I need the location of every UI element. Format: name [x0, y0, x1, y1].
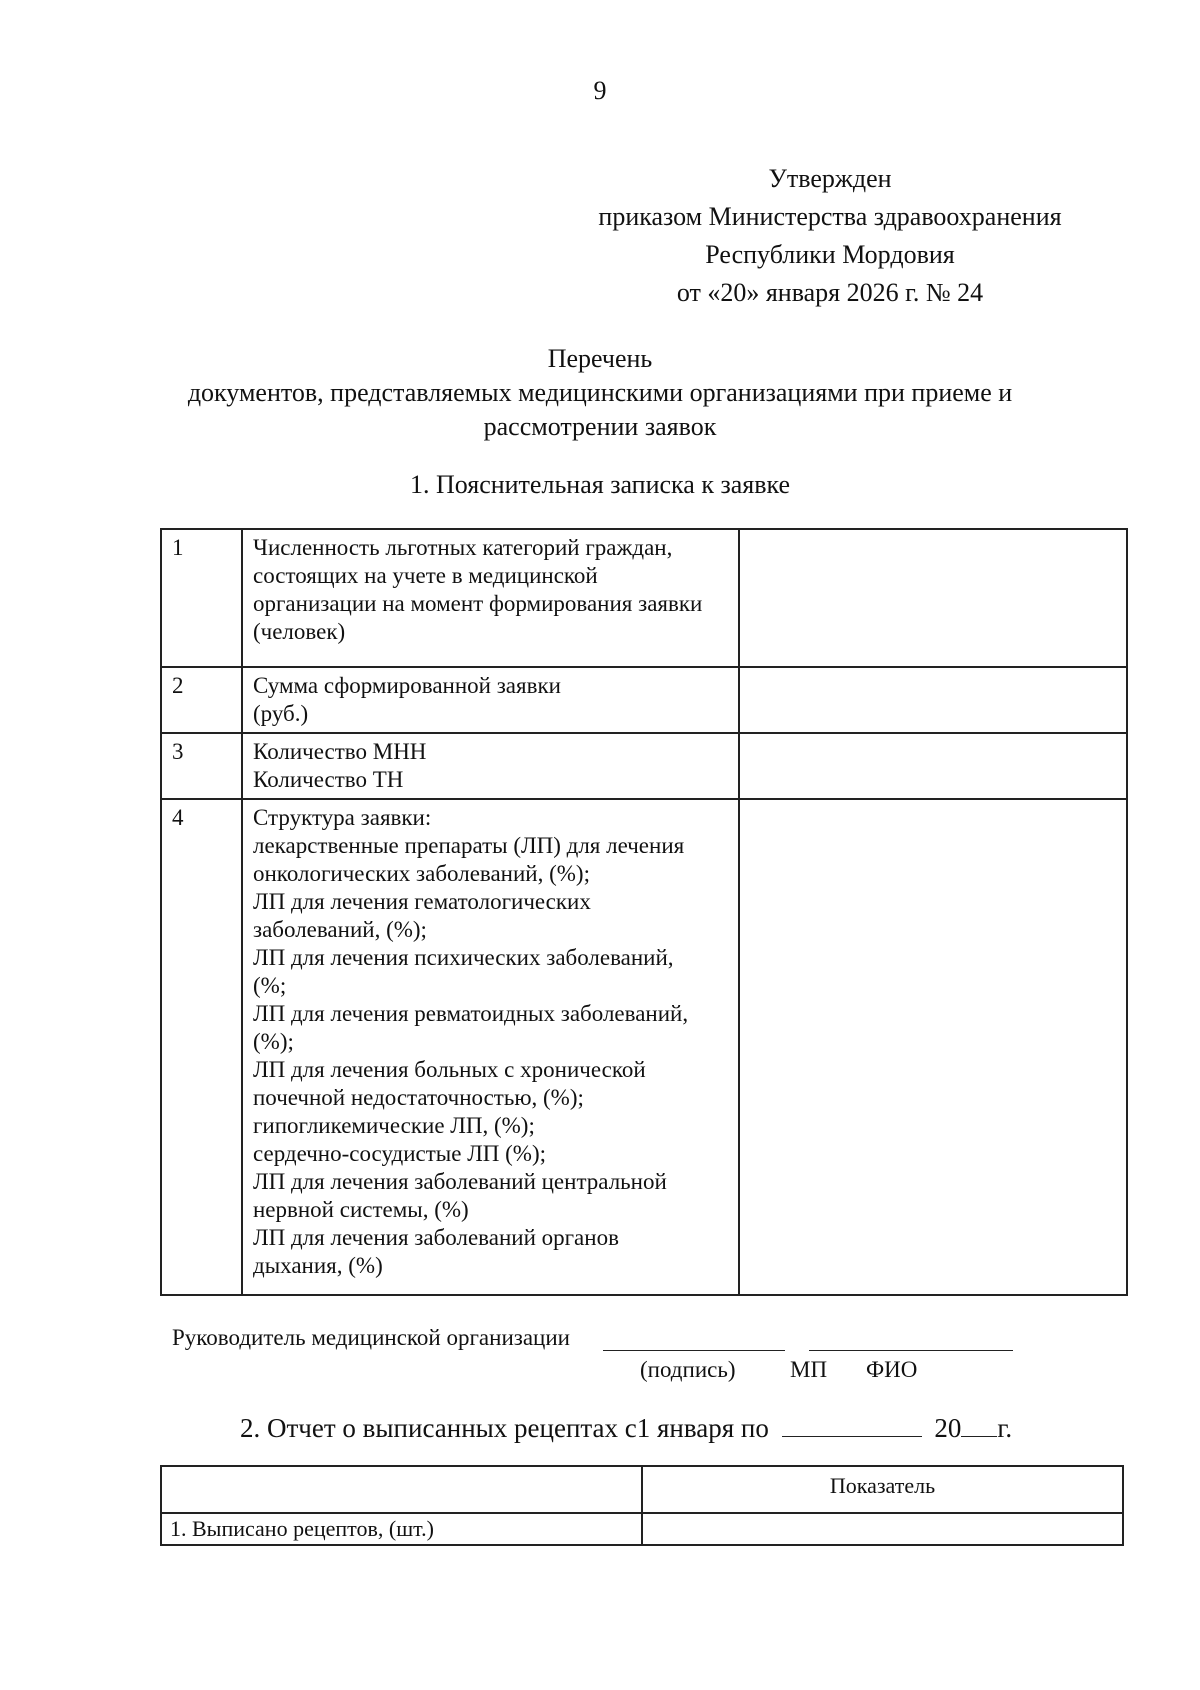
page-number: 9 — [593, 76, 607, 105]
row-text-line: ЛП для лечения заболеваний органов — [253, 1225, 619, 1250]
row-value-cell[interactable] — [739, 733, 1127, 799]
end-date-blank[interactable] — [782, 1416, 922, 1437]
title-line-1: Перечень — [547, 344, 653, 373]
header-left-cell — [161, 1466, 642, 1513]
row-number: 2 — [161, 667, 242, 733]
approval-line-3: Республики Мордовия — [705, 240, 955, 269]
row-value-cell[interactable] — [739, 529, 1127, 667]
section-1-title: 1. Пояснительная записка к заявке — [409, 470, 791, 499]
row-text-line: заболеваний, (%); — [253, 917, 427, 942]
row-text-line: сердечно-сосудистые ЛП (%); — [253, 1141, 547, 1166]
row-text-line: ЛП для лечения ревматоидных заболеваний, — [253, 1001, 689, 1026]
table-row — [161, 799, 1127, 1295]
year-suffix: г. — [997, 1413, 1013, 1443]
row-description — [242, 529, 739, 667]
table-row — [161, 733, 1127, 799]
table-row — [161, 667, 1127, 733]
approval-line-1: Утвержден — [768, 164, 892, 193]
row-text-line: (человек) — [253, 619, 346, 644]
row-text-line: Численность льготных категорий граждан, — [253, 535, 673, 560]
row-text-line: онкологических заболеваний, (%); — [253, 861, 590, 886]
row-text-line: Структура заявки: — [253, 805, 432, 830]
stamp-caption: МП — [790, 1357, 828, 1382]
row-text-line: ЛП для лечения гематологических — [253, 889, 591, 914]
row-text-line: состоящих на учете в медицинской — [253, 563, 598, 588]
row-description — [242, 667, 739, 733]
row-value-cell[interactable] — [739, 799, 1127, 1295]
row-text-line: ЛП для лечения заболеваний центральной — [253, 1169, 667, 1194]
year-prefix: 20 — [934, 1413, 962, 1443]
signature-blank-line[interactable] — [603, 1350, 785, 1351]
row-number: 1 — [161, 529, 242, 667]
row-text-line: Количество ТН — [253, 767, 404, 792]
row-text-line: почечной недостаточностью, (%); — [253, 1085, 584, 1110]
signature-caption: (подпись) — [640, 1357, 736, 1382]
header-indicator: Показатель — [642, 1466, 1123, 1513]
explanatory-note-table — [160, 528, 1128, 1296]
row-description — [242, 733, 739, 799]
signature-label: Руководитель медицинской организации — [172, 1325, 570, 1350]
row-number: 4 — [161, 799, 242, 1295]
approval-line-2: приказом Министерства здравоохранения — [598, 202, 1062, 231]
row-text-line: ЛП для лечения больных с хронической — [253, 1057, 646, 1082]
row-number: 3 — [161, 733, 242, 799]
row-text-line: (%; — [253, 973, 287, 998]
row-text-line: гипогликемические ЛП, (%); — [253, 1113, 535, 1138]
document-title — [120, 342, 1080, 444]
title-line-3: рассмотрении заявок — [483, 412, 717, 441]
prescriptions-report-table — [160, 1465, 1124, 1546]
row-text-line: нервной системы, (%) — [253, 1197, 469, 1222]
row-text-line: Сумма сформированной заявки — [253, 673, 561, 698]
row-value-cell[interactable] — [642, 1513, 1123, 1545]
row-label: 1. Выписано рецептов, (шт.) — [161, 1513, 642, 1545]
row-text-line: Количество МНН — [253, 739, 427, 764]
name-blank-line[interactable] — [809, 1350, 1013, 1351]
section-2-prefix: 2. Отчет о выписанных рецептах с1 января по — [240, 1413, 769, 1443]
approval-block — [560, 160, 1100, 312]
row-text-line: лекарственные препараты (ЛП) для лечения — [253, 833, 685, 858]
section-2-title — [240, 1413, 1012, 1444]
year-blank[interactable] — [961, 1416, 997, 1437]
row-text-line: организации на момент формирования заявки — [253, 591, 703, 616]
table-header-row — [161, 1466, 1123, 1513]
row-value-cell[interactable] — [739, 667, 1127, 733]
row-text-line: (руб.) — [253, 701, 309, 726]
row-text-line: дыхания, (%) — [253, 1253, 383, 1278]
row-description — [242, 799, 739, 1295]
table-row — [161, 1513, 1123, 1545]
title-line-2: документов, представляемых медицинскими организациями при приеме и — [187, 378, 1013, 407]
table-row — [161, 529, 1127, 667]
row-text-line: ЛП для лечения психических заболеваний, — [253, 945, 674, 970]
approval-line-4: от «20» января 2026 г. № 24 — [676, 278, 984, 307]
row-text-line: (%); — [253, 1029, 294, 1054]
name-caption: ФИО — [866, 1357, 918, 1382]
